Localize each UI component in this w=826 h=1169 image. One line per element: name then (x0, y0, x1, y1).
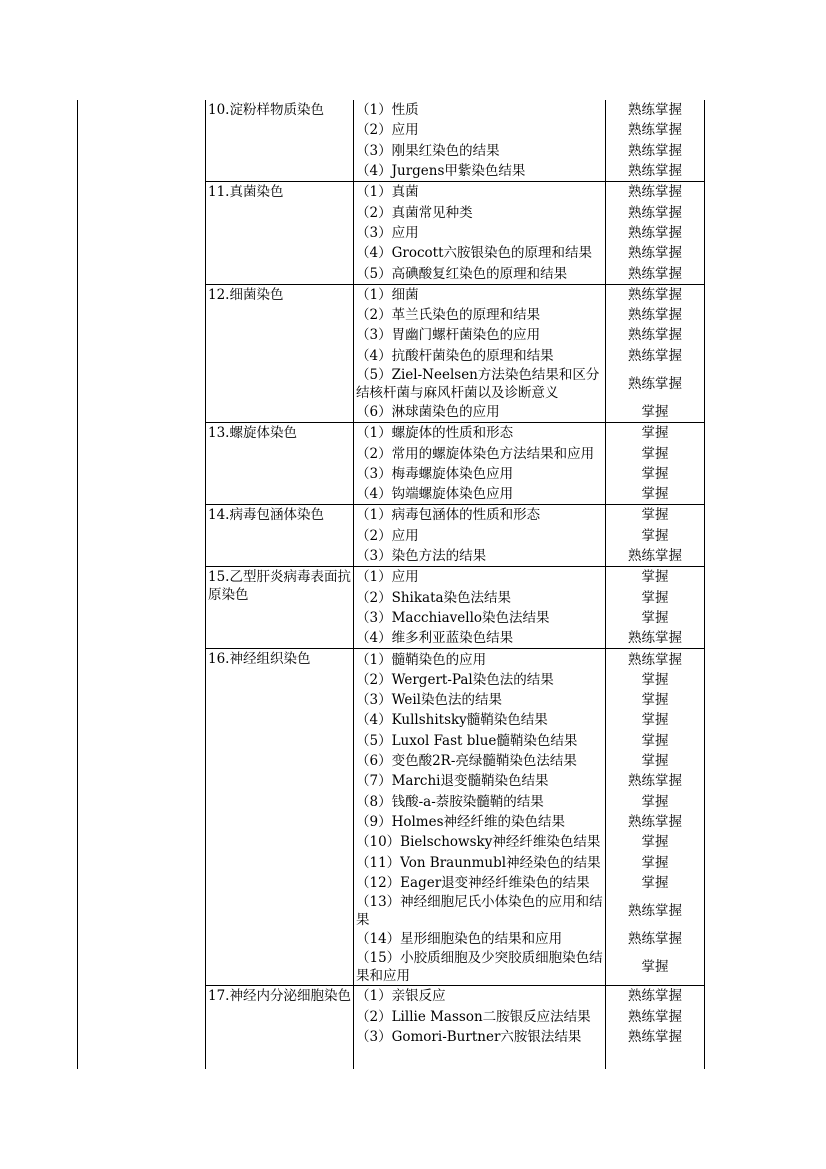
content-cell: （1）细菌 (356, 286, 419, 303)
content-cell: （8）钱酸-a-萘胺染髓鞘的结果 (356, 793, 544, 810)
level-cell: 熟练掌握 (628, 327, 682, 344)
level-cell: 掌握 (641, 465, 669, 482)
table-group (205, 985, 705, 1047)
category-cell: 10.淀粉样物质染色 (208, 102, 324, 118)
content-cell: （2）常用的螺旋体染色方法结果和应用 (356, 445, 595, 462)
content-cell: （4）Kullshitsky髓鞘染色结果 (356, 712, 548, 729)
table-row (353, 263, 705, 283)
level-cell: 掌握 (641, 569, 669, 586)
level-cell: 熟练掌握 (628, 988, 682, 1005)
content-cell: （14）星形细胞染色的结果和应用 (356, 931, 563, 948)
content-cell: （1）真菌 (356, 184, 419, 201)
level-cell: 熟练掌握 (628, 347, 682, 364)
table-row (353, 628, 705, 648)
content-cell: （1）应用 (356, 569, 419, 586)
table-row (353, 243, 705, 263)
level-cell: 掌握 (641, 445, 669, 462)
level-cell: 掌握 (641, 692, 669, 709)
content-cell: （3）Gomori-Burtner六胺银法结果 (356, 1029, 582, 1046)
level-cell: 掌握 (641, 425, 669, 442)
table-group (205, 100, 705, 181)
level-cell: 掌握 (641, 959, 669, 976)
content-cell: （10）Bielschowsky神经纤维染色结果 (356, 834, 601, 851)
content-cell: （12）Eager退变神经纤维染色的结果 (356, 874, 590, 891)
content-cell: （2）Wergert-Pal染色法的结果 (356, 671, 554, 688)
level-cell: 掌握 (641, 834, 669, 851)
content-cell: （6）变色酸2R-亮绿髓鞘染色法结果 (356, 753, 577, 770)
table-row (353, 325, 705, 345)
table-row (353, 670, 705, 690)
category-cell: 16.神经组织染色 (208, 651, 311, 668)
table-row (353, 792, 705, 812)
category-cell: 13.螺旋体染色 (208, 425, 297, 442)
level-cell: 掌握 (641, 527, 669, 544)
content-cell: （5）Ziel-Neelsen方法染色结果和区分结核杆菌与麻风杆菌以及诊断意义 (356, 366, 600, 401)
level-cell: 熟练掌握 (628, 163, 682, 180)
level-cell: 熟练掌握 (628, 265, 682, 282)
table-row (353, 305, 705, 325)
level-cell: 熟练掌握 (628, 224, 682, 241)
content-cell: （3）梅毒螺旋体染色应用 (356, 465, 514, 482)
table-row (353, 505, 705, 525)
table-row (353, 710, 705, 730)
content-cell: （5）Luxol Fast blue髓鞘染色结果 (356, 732, 578, 749)
level-cell: 熟练掌握 (628, 651, 682, 668)
table-row (353, 423, 705, 443)
table-row (353, 852, 705, 872)
content-cell: （11）Von Braunmubl神经染色的结果 (356, 854, 601, 871)
content-cell: （2）应用 (356, 527, 419, 544)
content-cell: （1）病毒包涵体的性质和形态 (356, 507, 541, 524)
table-row (353, 1027, 705, 1047)
table-group (205, 284, 705, 422)
level-cell: 熟练掌握 (628, 184, 682, 201)
table-row (353, 402, 705, 422)
table-row (353, 567, 705, 587)
table-row (353, 929, 705, 949)
level-cell: 熟练掌握 (628, 102, 682, 119)
content-cell: （1）髓鞘染色的应用 (356, 651, 487, 668)
level-cell: 熟练掌握 (628, 1029, 682, 1046)
level-cell: 掌握 (641, 671, 669, 688)
item-list (353, 505, 705, 566)
item-list (353, 567, 705, 648)
content-cell: （3）刚果红染色的结果 (356, 142, 500, 159)
category-cell: 17.神经内分泌细胞染色 (208, 988, 351, 1005)
table-group (205, 181, 705, 283)
table-row (353, 366, 705, 402)
table-row (353, 1007, 705, 1027)
content-cell: （6）淋球菌染色的应用 (356, 404, 500, 420)
table-row (353, 346, 705, 366)
content-cell: （1）性质 (356, 102, 419, 119)
content-cell: （13）神经细胞尼氏小体染色的应用和结果 (356, 893, 603, 928)
level-cell: 熟练掌握 (628, 630, 682, 647)
level-cell: 熟练掌握 (628, 375, 682, 392)
item-list (353, 986, 705, 1047)
item-list (353, 100, 705, 181)
table-row (353, 771, 705, 791)
level-cell: 掌握 (641, 609, 669, 626)
level-cell: 熟练掌握 (628, 773, 682, 790)
category-cell: 12.细菌染色 (208, 286, 284, 303)
content-cell: （9）Holmes神经纤维的染色结果 (356, 813, 566, 830)
table-row (353, 812, 705, 832)
table-row (353, 484, 705, 504)
level-cell: 熟练掌握 (628, 204, 682, 221)
level-cell: 熟练掌握 (628, 1008, 682, 1025)
table-row (353, 223, 705, 243)
content-cell: （3）Weil染色法的结果 (356, 692, 502, 709)
level-cell: 掌握 (641, 712, 669, 729)
table-row (353, 893, 705, 929)
content-cell: （7）Marchi退变髓鞘染色结果 (356, 773, 549, 790)
content-cell: （1）亲银反应 (356, 988, 446, 1005)
table-group (205, 566, 705, 648)
item-list (353, 285, 705, 422)
level-cell: 熟练掌握 (628, 931, 682, 948)
level-cell: 掌握 (641, 486, 669, 503)
table-row (353, 690, 705, 710)
table-row (353, 141, 705, 161)
table-row (353, 649, 705, 669)
table-row (353, 120, 705, 140)
item-list (353, 649, 705, 985)
content-cell: （4）抗酸杆菌染色的原理和结果 (356, 347, 554, 364)
content-cell: （3）应用 (356, 224, 419, 241)
table-row (353, 731, 705, 751)
level-cell: 掌握 (641, 874, 669, 891)
content-cell: （3）Macchiavello染色法结果 (356, 609, 550, 626)
item-list (353, 182, 705, 283)
content-cell: （2）Lillie Masson二胺银反应法结果 (356, 1008, 591, 1025)
table-row (353, 100, 705, 120)
table-row (353, 949, 705, 985)
level-cell: 掌握 (641, 589, 669, 606)
level-cell: 掌握 (641, 732, 669, 749)
table-group (205, 504, 705, 566)
level-cell: 熟练掌握 (628, 142, 682, 159)
category-cell: 14.病毒包涵体染色 (208, 507, 324, 524)
content-cell: （5）高碘酸复红染色的原理和结果 (356, 265, 568, 282)
content-cell: （3）染色方法的结果 (356, 548, 487, 565)
content-cell: （2）革兰氏染色的原理和结果 (356, 307, 541, 324)
level-cell: 熟练掌握 (628, 548, 682, 565)
level-cell: 熟练掌握 (628, 902, 682, 919)
table-row (353, 873, 705, 893)
table-row (353, 546, 705, 566)
table-group (205, 422, 705, 504)
content-cell: （3）胃幽门螺杆菌染色的应用 (356, 327, 541, 344)
level-cell: 熟练掌握 (628, 813, 682, 830)
outer-left-border (77, 100, 78, 1069)
content-cell: （4）钩端螺旋体染色应用 (356, 486, 514, 503)
content-cell: （15）小胶质细胞及少突胶质细胞染色结果和应用 (356, 950, 603, 985)
table-row (353, 832, 705, 852)
content-cell: （2）应用 (356, 122, 419, 139)
table-row (353, 161, 705, 181)
item-list (353, 423, 705, 504)
table-row (353, 588, 705, 608)
content-cell: （2）Shikata染色法结果 (356, 589, 512, 606)
table-row (353, 464, 705, 484)
level-cell: 掌握 (641, 404, 669, 420)
level-cell: 熟练掌握 (628, 307, 682, 324)
category-cell: 11.真菌染色 (208, 184, 284, 201)
content-cell: （4）Jurgens甲紫染色结果 (356, 163, 526, 180)
table-row (353, 751, 705, 771)
level-cell: 掌握 (641, 793, 669, 810)
level-cell: 掌握 (641, 507, 669, 524)
level-cell: 掌握 (641, 753, 669, 770)
level-cell: 掌握 (641, 854, 669, 871)
table-row (353, 202, 705, 222)
content-cell: （2）真菌常见种类 (356, 204, 473, 221)
table-group (205, 648, 705, 985)
category-cell: 15.乙型肝炎病毒表面抗原染色 (208, 569, 351, 604)
level-cell: 熟练掌握 (628, 122, 682, 139)
table-row (353, 443, 705, 463)
table-row (353, 526, 705, 546)
table-row (353, 608, 705, 628)
level-cell: 熟练掌握 (628, 286, 682, 303)
table-row (353, 285, 705, 305)
content-cell: （4）维多利亚蓝染色结果 (356, 630, 514, 647)
content-cell: （4）Grocott六胺银染色的原理和结果 (356, 245, 592, 262)
level-cell: 熟练掌握 (628, 245, 682, 262)
syllabus-table (205, 100, 705, 1047)
table-row (353, 182, 705, 202)
table-row (353, 986, 705, 1006)
content-cell: （1）螺旋体的性质和形态 (356, 425, 514, 442)
